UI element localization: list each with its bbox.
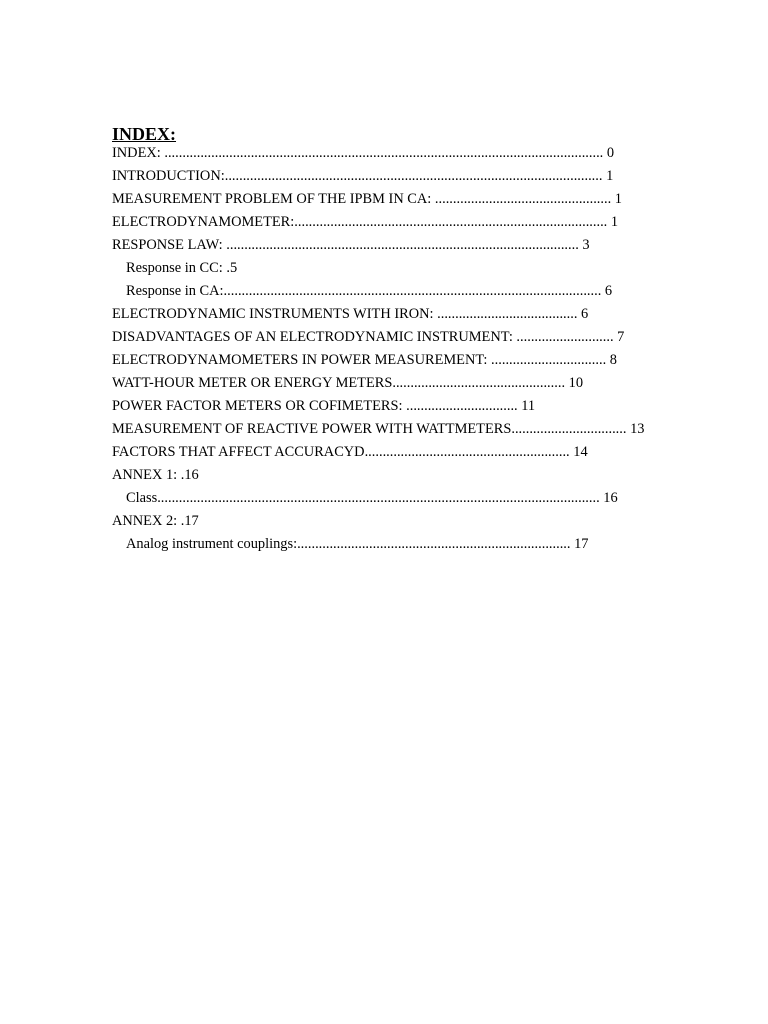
toc-entry-text: ELECTRODYNAMOMETER: bbox=[112, 214, 295, 230]
toc-entry-leader: ............................... bbox=[406, 398, 518, 414]
toc-entry-text: ELECTRODYNAMIC INSTRUMENTS WITH IRON: bbox=[112, 306, 438, 322]
toc-entry-page: 14 bbox=[569, 444, 588, 460]
toc-entry-leader: ....................................................................................... bbox=[294, 214, 608, 230]
toc-entry[interactable] bbox=[112, 211, 618, 234]
toc-entry-page: 8 bbox=[606, 352, 617, 368]
index-heading: INDEX: bbox=[112, 124, 177, 144]
toc-entry-leader: ................................ bbox=[491, 352, 607, 368]
toc-entry-page: 1 bbox=[607, 214, 619, 230]
toc-entry-text: INTRODUCTION: bbox=[112, 168, 225, 184]
toc-entry-text: ANNEX 1: .16 bbox=[112, 467, 199, 483]
toc-entry-page: 17 bbox=[570, 536, 589, 552]
toc-entry[interactable] bbox=[112, 372, 583, 395]
toc-entry[interactable] bbox=[112, 418, 644, 441]
toc-entry[interactable] bbox=[112, 234, 590, 257]
toc-entry[interactable] bbox=[112, 464, 199, 487]
toc-subentry[interactable] bbox=[126, 257, 237, 280]
toc-entry-page: 6 bbox=[601, 283, 613, 299]
toc-entry-page: 1 bbox=[611, 191, 622, 207]
toc-entry-page: 7 bbox=[613, 329, 625, 345]
toc-entry-text: RESPONSE LAW: bbox=[112, 237, 227, 253]
toc-entry-leader: ............................................................................ bbox=[297, 536, 571, 552]
toc-entry-text: WATT-HOUR METER OR ENERGY METERS bbox=[112, 375, 393, 391]
toc-entry[interactable] bbox=[112, 142, 614, 165]
toc-entry-leader: ................................................ bbox=[392, 375, 566, 391]
toc-entry-text: Class bbox=[126, 490, 158, 506]
toc-entry-text: POWER FACTOR METERS OR COFIMETERS: bbox=[112, 398, 407, 414]
toc-entry-page: 0 bbox=[603, 145, 615, 161]
toc-entry-text: ELECTRODYNAMOMETERS IN POWER MEASUREMENT: bbox=[112, 352, 492, 368]
toc-entry[interactable] bbox=[112, 303, 588, 326]
toc-entry[interactable] bbox=[112, 349, 617, 372]
toc-entry-page: 1 bbox=[602, 168, 614, 184]
toc-entry-page: 13 bbox=[626, 421, 645, 437]
toc-entry-leader: ......................................................... bbox=[364, 444, 570, 460]
toc-subentry[interactable] bbox=[126, 487, 618, 510]
toc-entry-page: 6 bbox=[577, 306, 589, 322]
toc-entry-page: 11 bbox=[517, 398, 536, 414]
toc-entry-leader: ....................................... bbox=[437, 306, 578, 322]
toc-entry-leader: ......................................................................................................... bbox=[223, 283, 602, 299]
toc-entry-leader: .................................................................................................. bbox=[226, 237, 579, 253]
toc-entry[interactable] bbox=[112, 165, 613, 188]
toc-entry-text: MEASUREMENT OF REACTIVE POWER WITH WATTMETERS bbox=[112, 421, 512, 437]
toc-subentry[interactable] bbox=[126, 280, 612, 303]
toc-entry-leader: ........................................................................................................................... bbox=[157, 490, 600, 506]
toc-entry-page: 16 bbox=[599, 490, 618, 506]
toc-entry-text: INDEX: bbox=[112, 145, 165, 161]
toc-entry-text: Analog instrument couplings: bbox=[126, 536, 298, 552]
toc-entry-page: 10 bbox=[565, 375, 584, 391]
toc-entry-text: DISADVANTAGES OF AN ELECTRODYNAMIC INSTRUMENT: bbox=[112, 329, 517, 345]
toc-entry-text: Response in CA: bbox=[126, 283, 224, 299]
toc-entry-text: FACTORS THAT AFFECT ACCURACYD bbox=[112, 444, 365, 460]
toc-entry[interactable] bbox=[112, 441, 588, 464]
toc-entry[interactable] bbox=[112, 395, 535, 418]
toc-entry-leader: ................................................. bbox=[434, 191, 612, 207]
toc-entry[interactable] bbox=[112, 326, 624, 349]
toc-entry-leader: ......................................................................................................... bbox=[224, 168, 603, 184]
toc-entry-text: Response in CC: .5 bbox=[126, 260, 238, 276]
toc-entry[interactable] bbox=[112, 188, 622, 211]
toc-entry-leader: ........................... bbox=[516, 329, 614, 345]
toc-entry[interactable] bbox=[112, 510, 199, 533]
toc-entry-leader: ................................ bbox=[511, 421, 627, 437]
toc-entry-page: 3 bbox=[578, 237, 590, 253]
toc-entry-text: MEASUREMENT PROBLEM OF THE IPBM IN CA: bbox=[112, 191, 435, 207]
toc-entry-text: ANNEX 2: .17 bbox=[112, 513, 199, 529]
toc-subentry[interactable] bbox=[126, 533, 589, 556]
toc-entry-leader: .......................................................................................................................... bbox=[164, 145, 604, 161]
